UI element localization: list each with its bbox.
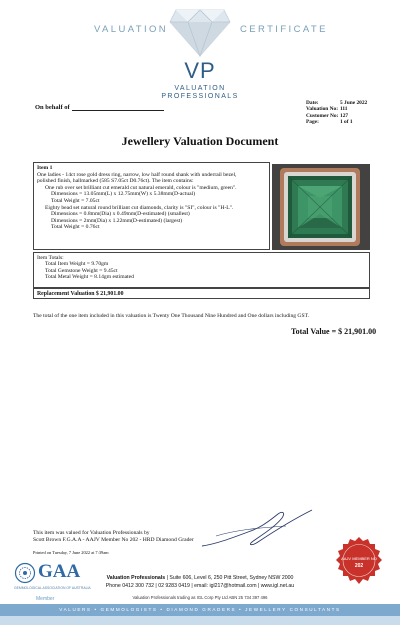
logo-monogram: VP — [184, 58, 216, 83]
meta-value: 5 June 2022 — [340, 100, 368, 106]
signoff-line2: Scott Brown F.G.A.A - AAJV Member No 202 - HRD Diamond Grader — [33, 536, 194, 543]
gaa-member-label: Member — [36, 596, 55, 602]
printed-on: Printed on Tuesday, 7 June 2022 at 7:39am — [33, 550, 109, 555]
on-behalf-line — [72, 110, 164, 111]
footer-band: VALUERS • GEMMOLOGISTS • DIAMOND GRADERS • JEWELLERY CONSULTANTS — [0, 604, 400, 616]
meta-value: 1 of 1 — [340, 119, 353, 126]
emerald-dimensions: Dimensions = 13.05mm(L) x 12.75mm(W) x 5.38mm(D-actual) — [51, 191, 196, 198]
contact-address: | Suite 606, Level 6, 250 Pitt Street, Sydney NSW 2000 — [165, 575, 294, 581]
logo-line-professionals: PROFESSIONALS — [161, 93, 239, 100]
seal-line1: AAJV MEMBER NO — [341, 556, 377, 561]
aajv-seal-icon — [334, 536, 384, 586]
seal-number: 202 — [354, 563, 364, 569]
meta-value: 111 — [340, 106, 348, 113]
document-title: Jewellery Valuation Document — [121, 134, 279, 148]
emerald-weight: Total Weight = 7.05ct — [51, 197, 100, 204]
meta-label: Date: — [306, 100, 319, 106]
total-metal-weight: Total Metal Weight = 8.14gm estimated — [45, 274, 134, 281]
footer-strip — [0, 616, 400, 625]
logo-line-valuation: VALUATION — [174, 85, 226, 92]
total-item-weight: Total Item Weight = 9.70gm — [45, 261, 109, 268]
gaa-name: GAA — [38, 561, 81, 582]
header-certificate-word: CERTIFICATE — [240, 24, 328, 35]
replacement-valuation: Replacement Valuation $ 21,901.00 — [33, 288, 370, 299]
signoff-block — [33, 530, 194, 543]
item-description-line: One ladies - 14ct rose gold dress ring, narrow, low half round shank with underrail bezel, — [37, 171, 237, 178]
meta-label: Valuation No: — [306, 106, 339, 113]
diamonds-description: Eighty bead set natural round brilliant cut diamonds, clarity is "SI", colour is "H-L". — [45, 204, 234, 211]
gaa-subtitle: GEMMOLOGICAL ASSOCIATION OF AUSTRALIA — [14, 586, 91, 590]
emerald-description: One rub over set brilliant cut emerald cut natural emerald, colour is "medium, green". — [45, 184, 237, 191]
header-valuation-word: VALUATION — [94, 24, 169, 35]
meta-label: Customer No: — [306, 112, 339, 119]
item-description-line: polished finish, hallmarked (585 S7.05ct D0.76ct). The item contains: — [37, 178, 194, 185]
item-totals-heading: Item Totals: — [37, 255, 64, 261]
contact-company-name: Valuation Professionals — [106, 575, 166, 581]
total-gemstone-weight: Total Gemstone Weight = 9.45ct — [45, 267, 118, 274]
meta-row-page — [306, 119, 367, 125]
item-description-box — [33, 162, 270, 250]
diamonds-weight: Total Weight = 0.76ct — [51, 224, 100, 231]
item-totals-box — [33, 252, 370, 288]
ring-photo — [272, 164, 370, 250]
valuation-summary: The total of the one item included in this valuation is Twenty One Thousand Nine Hundred and One dollars including GST. — [33, 313, 309, 319]
meta-label: Page: — [306, 119, 319, 126]
contact-line3: Valuation Professionals trading as IGL Corp Pty Ltd ABN 25 734 397 496 — [132, 595, 268, 600]
contact-line2: Phone 0412 300 732 | 02 9283 0419 | email: igl217@hotmail.com | www.igl.net.au — [105, 583, 295, 589]
diamonds-dimensions-smallest: Dimensions = 0.8mm(Dia) x 0.49mm(D-estimated) (smallest) — [51, 211, 190, 218]
item-heading: Item 1 — [37, 165, 53, 171]
diamond-logo-icon — [168, 6, 232, 58]
meta-block — [306, 100, 367, 126]
meta-value: 127 — [340, 112, 349, 119]
signoff-line1: This item was valued for Valuation Professionals by — [33, 530, 150, 536]
diamonds-dimensions-largest: Dimensions = 2mm(Dia) x 1.22mm(D-estimated) (largest) — [51, 217, 183, 224]
signature-image — [196, 506, 316, 552]
on-behalf-label: On behalf of — [35, 104, 70, 111]
total-value: Total Value = $ 21,901.00 — [291, 327, 377, 336]
